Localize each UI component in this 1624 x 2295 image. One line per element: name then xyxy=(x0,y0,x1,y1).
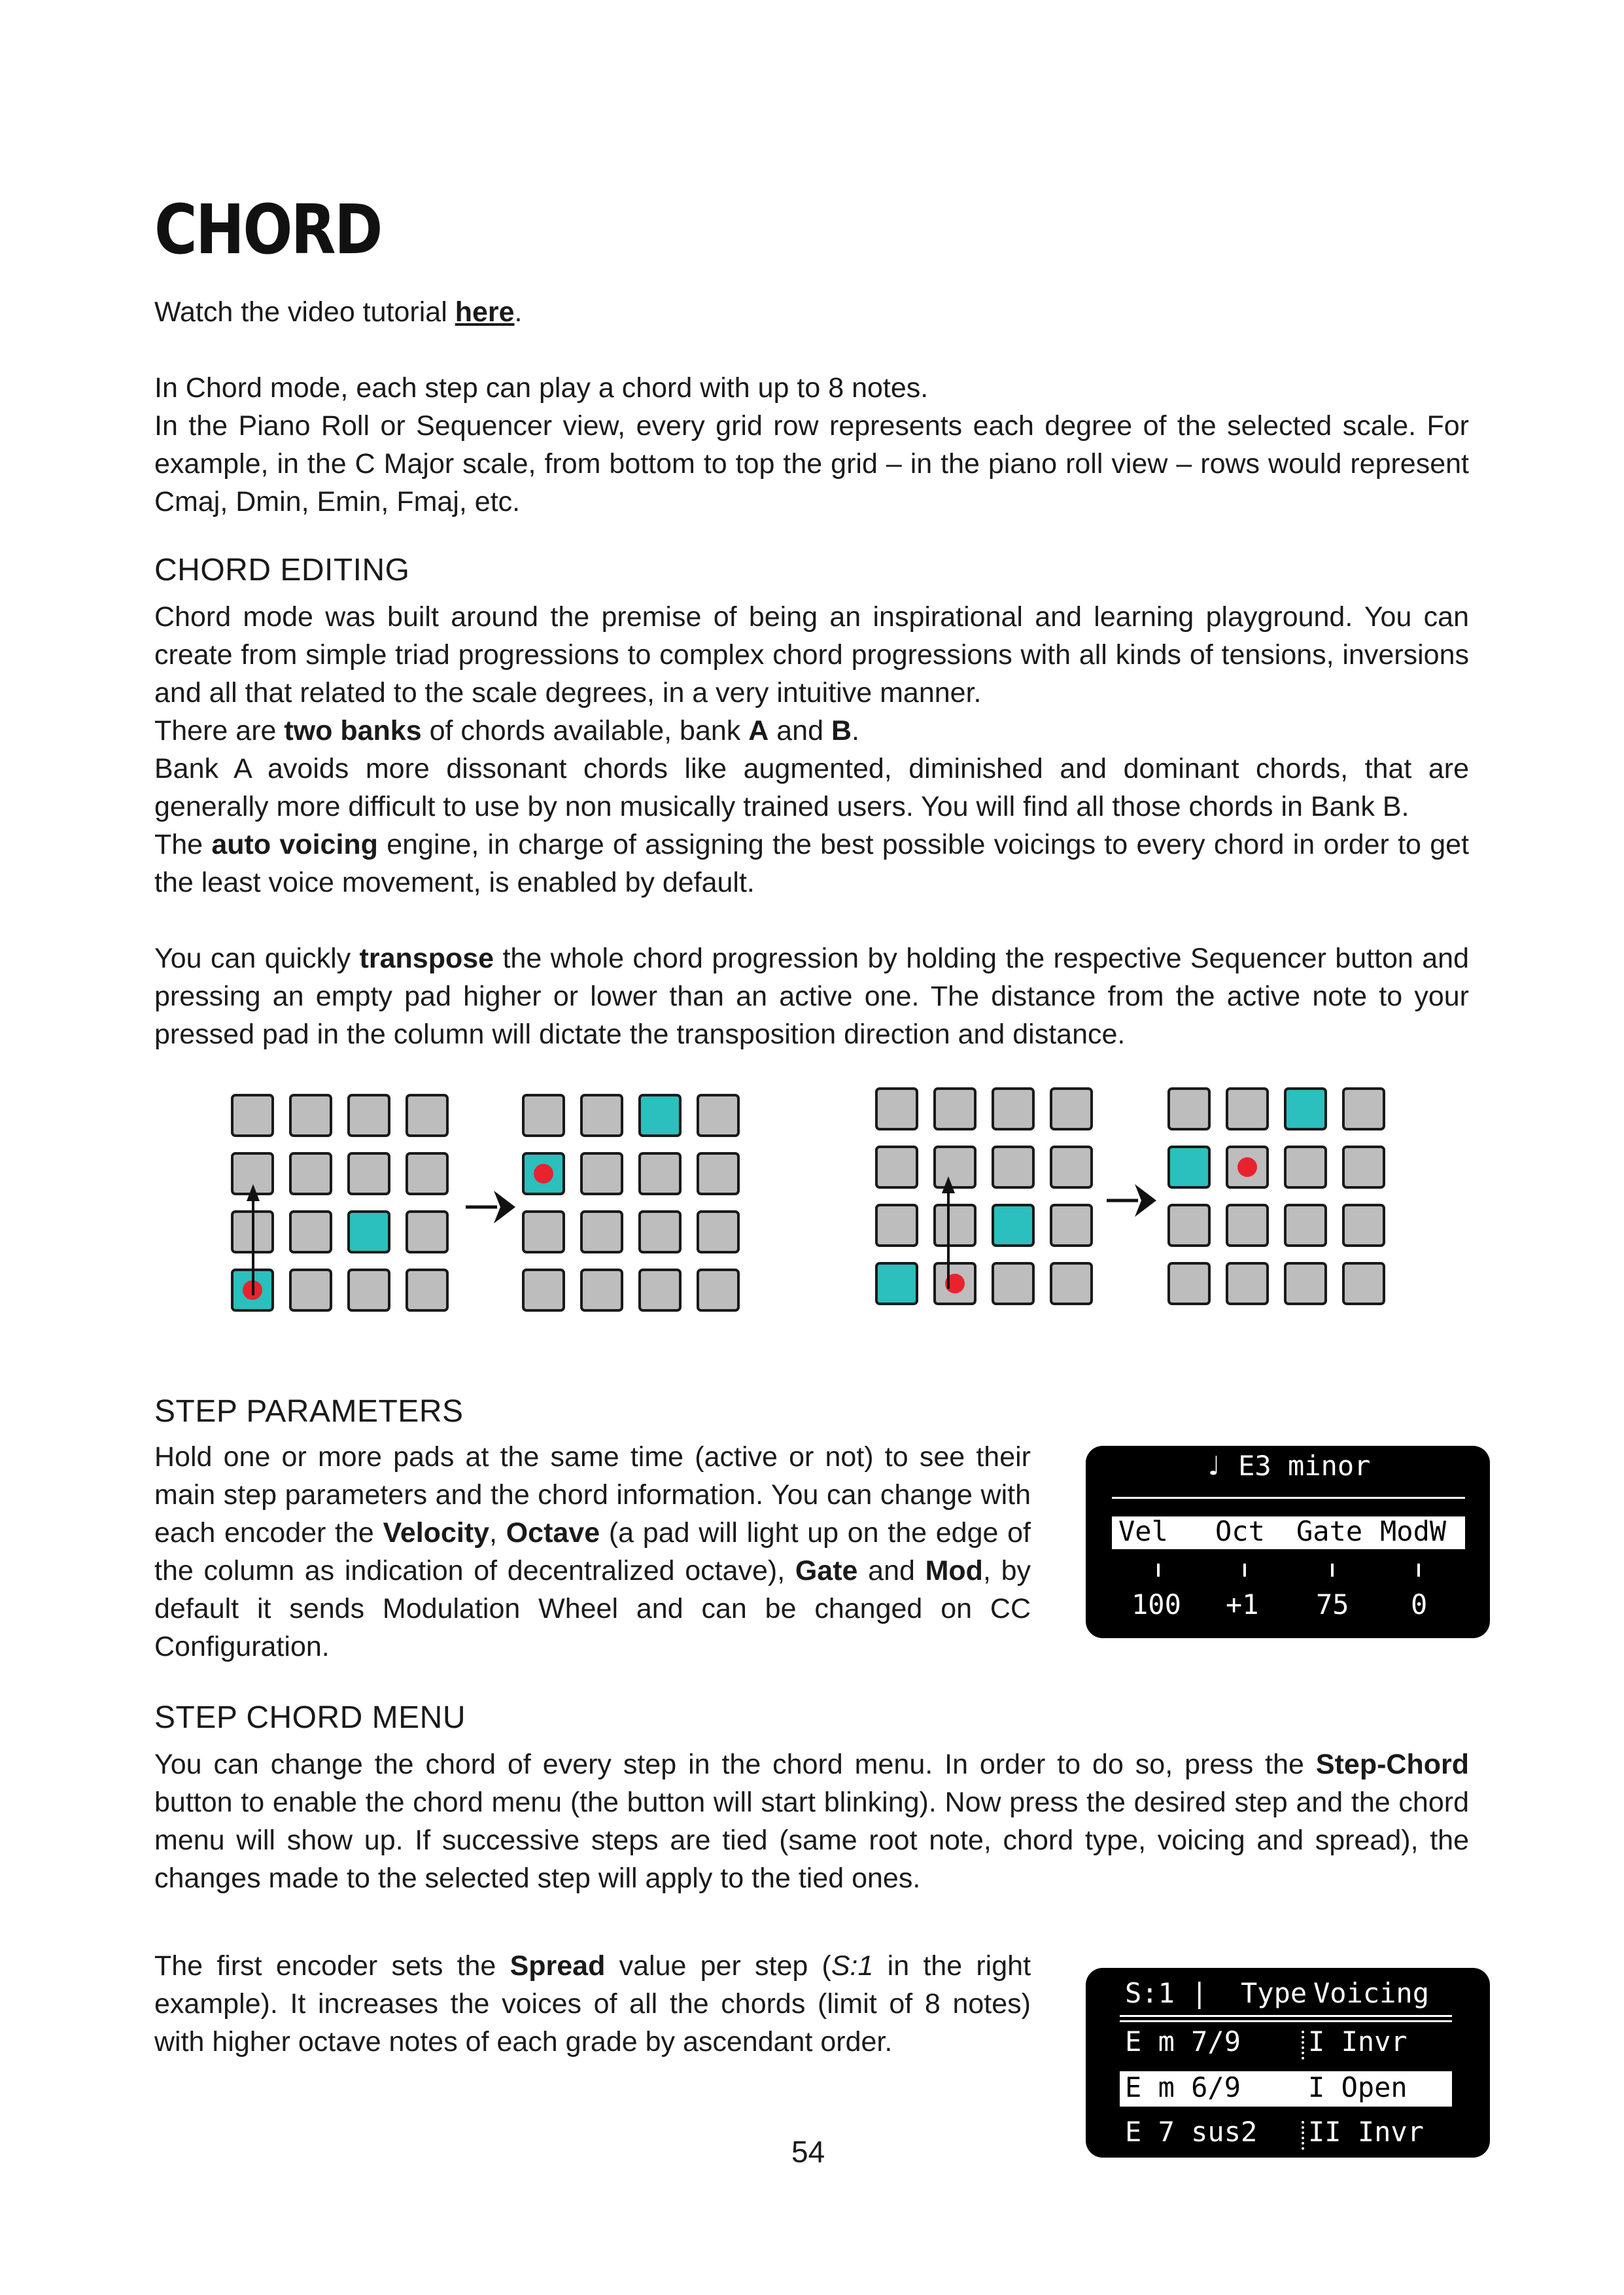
step-parameters-text: Hold one or more pads at the same time (active or not) to see their main step parameters and the chord information. You can change with each encoder the Velocity, Octave (a pad will light up on the edge of the column as indication of decentralized octave), Gate and Mod, by default it sends Modulation Wheel and can be changed on CC Configuration. xyxy=(154,1441,1031,1662)
screen-title: ♩ E3 minor xyxy=(1205,1450,1371,1482)
grid-pad xyxy=(1167,1146,1211,1189)
grid-pad xyxy=(992,1262,1035,1305)
grid-pad xyxy=(638,1152,682,1195)
step-parameters-screen xyxy=(1086,1446,1490,1638)
grid-pad xyxy=(347,1094,390,1137)
grid-pad xyxy=(1050,1146,1093,1189)
grid-pad xyxy=(875,1087,918,1130)
page-title: CHORD xyxy=(154,190,381,270)
grid-pad xyxy=(697,1269,740,1312)
grid-pad xyxy=(875,1204,918,1247)
grid-pad xyxy=(697,1152,740,1195)
grid-pad xyxy=(522,1094,565,1137)
grid-pad xyxy=(1342,1262,1385,1305)
param-value-modw: 0 xyxy=(1411,1588,1428,1621)
grid-pad xyxy=(522,1269,565,1312)
grid-pad xyxy=(933,1087,976,1130)
grid-pad xyxy=(580,1269,623,1312)
intro-line-1: In Chord mode, each step can play a chord with up to 8 notes. xyxy=(154,372,929,404)
grid-pad xyxy=(1050,1262,1093,1305)
chord-editing-p1: Chord mode was built around the premise of being an inspirational and learning playground. You can create from simple triad progressions to complex chord progressions with all kinds of tensions, inversions and all that related to the scale degrees, in a very intuitive manner. xyxy=(154,601,1469,709)
spread-text: The first encoder sets the Spread value per step (S:1 in the right example). It increases the voices of all the chords (limit of 8 notes) with higher octave notes of each grade by ascendant order. xyxy=(154,1950,1031,2058)
note-dot xyxy=(1237,1157,1257,1177)
grid-pad xyxy=(580,1094,623,1137)
grid-pad xyxy=(580,1210,623,1253)
chord-row-voicing[interactable]: II Invr xyxy=(1308,2116,1425,2148)
chord-editing-heading: CHORD EDITING xyxy=(154,553,410,587)
grid-pad xyxy=(875,1262,918,1305)
grid-pad xyxy=(1284,1146,1327,1189)
param-label-modw: ModW xyxy=(1380,1515,1447,1547)
grid-pad xyxy=(1226,1204,1269,1247)
grid-pad xyxy=(697,1210,740,1253)
page-number: 54 xyxy=(791,2135,825,2169)
grid-pad xyxy=(347,1210,390,1253)
chord-menu-header-left: S:1 | Type xyxy=(1125,1977,1307,2009)
grid-pad xyxy=(1284,1204,1327,1247)
grid-pad xyxy=(638,1094,682,1137)
chord-row-type[interactable]: E m 6/9 xyxy=(1125,2071,1241,2103)
grid-pad xyxy=(1226,1262,1269,1305)
param-value-vel: 100 xyxy=(1132,1588,1181,1621)
grid-pad xyxy=(992,1204,1035,1247)
grid-pad xyxy=(1342,1087,1385,1130)
grid-pad xyxy=(1284,1087,1327,1130)
chord-editing-p3: Bank A avoids more dissonant chords like augmented, diminished and dominant chords, that are generally more difficult to use by non musically trained users. You will find all those chords in Bank B. xyxy=(154,753,1469,822)
chord-menu-header-right: Voicing xyxy=(1313,1977,1430,2009)
param-label-gate: Gate xyxy=(1296,1515,1363,1547)
chord-editing-p5: You can quickly transpose the whole chord progression by holding the respective Sequencer button and pressing an empty pad higher or lower than an active one. The distance from the active note to your pressed pad in the column will dictate the transposition direction and distance. xyxy=(154,943,1469,1050)
step-parameters-heading: STEP PARAMETERS xyxy=(154,1394,464,1429)
grid-pad xyxy=(992,1146,1035,1189)
chord-row-voicing[interactable]: I Invr xyxy=(1308,2025,1408,2058)
step-chord-menu-screen xyxy=(1086,1968,1490,2158)
grid-pad xyxy=(1167,1262,1211,1305)
note-dot xyxy=(534,1164,553,1183)
param-value-gate: 75 xyxy=(1316,1588,1349,1621)
grid-pad xyxy=(875,1146,918,1189)
param-value-oct: +1 xyxy=(1226,1588,1259,1621)
grid-pad xyxy=(992,1087,1035,1130)
param-label-vel: Vel xyxy=(1118,1515,1168,1547)
grid-pad xyxy=(347,1152,390,1195)
grid-pad xyxy=(347,1269,390,1312)
grid-pad xyxy=(1167,1204,1211,1247)
grid-pad xyxy=(1226,1087,1269,1130)
grid-pad xyxy=(1342,1204,1385,1247)
grid-pad xyxy=(1050,1087,1093,1130)
arrow-right-icon xyxy=(1105,1178,1158,1223)
grid-pad xyxy=(580,1152,623,1195)
chord-row-type[interactable]: E m 7/9 xyxy=(1125,2025,1241,2058)
chord-row-voicing[interactable]: I Open xyxy=(1308,2071,1408,2103)
grid-pad xyxy=(1050,1204,1093,1247)
step-chord-menu-text: You can change the chord of every step in the chord menu. In order to do so, press the Step-Chord button to enable the chord menu (the button will start blinking). Now press the desired step and the chord menu will show up. If successive steps are tied (same root note, chord type, voicing and spread), the changes made to the selected step will apply to the tied ones. xyxy=(154,1749,1469,1894)
arrow-up-icon xyxy=(247,1184,260,1201)
chord-row-type[interactable]: E 7 sus2 xyxy=(1125,2116,1258,2148)
transpose-up-arrows xyxy=(222,1079,340,1328)
grid-pad xyxy=(1167,1087,1211,1130)
step-chord-menu-heading: STEP CHORD MENU xyxy=(154,1700,466,1735)
video-tutorial-line: Watch the video tutorial here. xyxy=(154,296,523,328)
grid-pad xyxy=(522,1210,565,1253)
grid-pad xyxy=(406,1269,449,1312)
param-label-oct: Oct xyxy=(1215,1515,1265,1547)
grid-pad xyxy=(638,1210,682,1253)
grid-pad xyxy=(1342,1146,1385,1189)
grid-pad xyxy=(406,1094,449,1137)
intro-paragraph: In the Piano Roll or Sequencer view, every grid row represents each degree of the selected scale. For example, in the C Major scale, from bottom to top the grid – in the piano roll view – rows would represent Cmaj, Dmin, Emin, Fmaj, etc. xyxy=(154,410,1469,517)
tutorial-link[interactable]: here xyxy=(455,296,515,328)
chord-editing-p4: The auto voicing engine, in charge of assigning the best possible voicings to every chord in order to get the least voice movement, is enabled by default. xyxy=(154,829,1470,898)
grid-pad xyxy=(638,1269,682,1312)
grid-pad xyxy=(406,1152,449,1195)
grid-pad xyxy=(1284,1262,1327,1305)
grid-pad xyxy=(406,1210,449,1253)
arrow-up-icon xyxy=(942,1176,955,1193)
grid-pad xyxy=(697,1094,740,1137)
transpose-down-arrow-line xyxy=(929,1165,968,1295)
arrow-right-icon xyxy=(464,1184,517,1230)
chord-editing-p2: There are two banks of chords available, bank A and B. xyxy=(154,715,859,746)
